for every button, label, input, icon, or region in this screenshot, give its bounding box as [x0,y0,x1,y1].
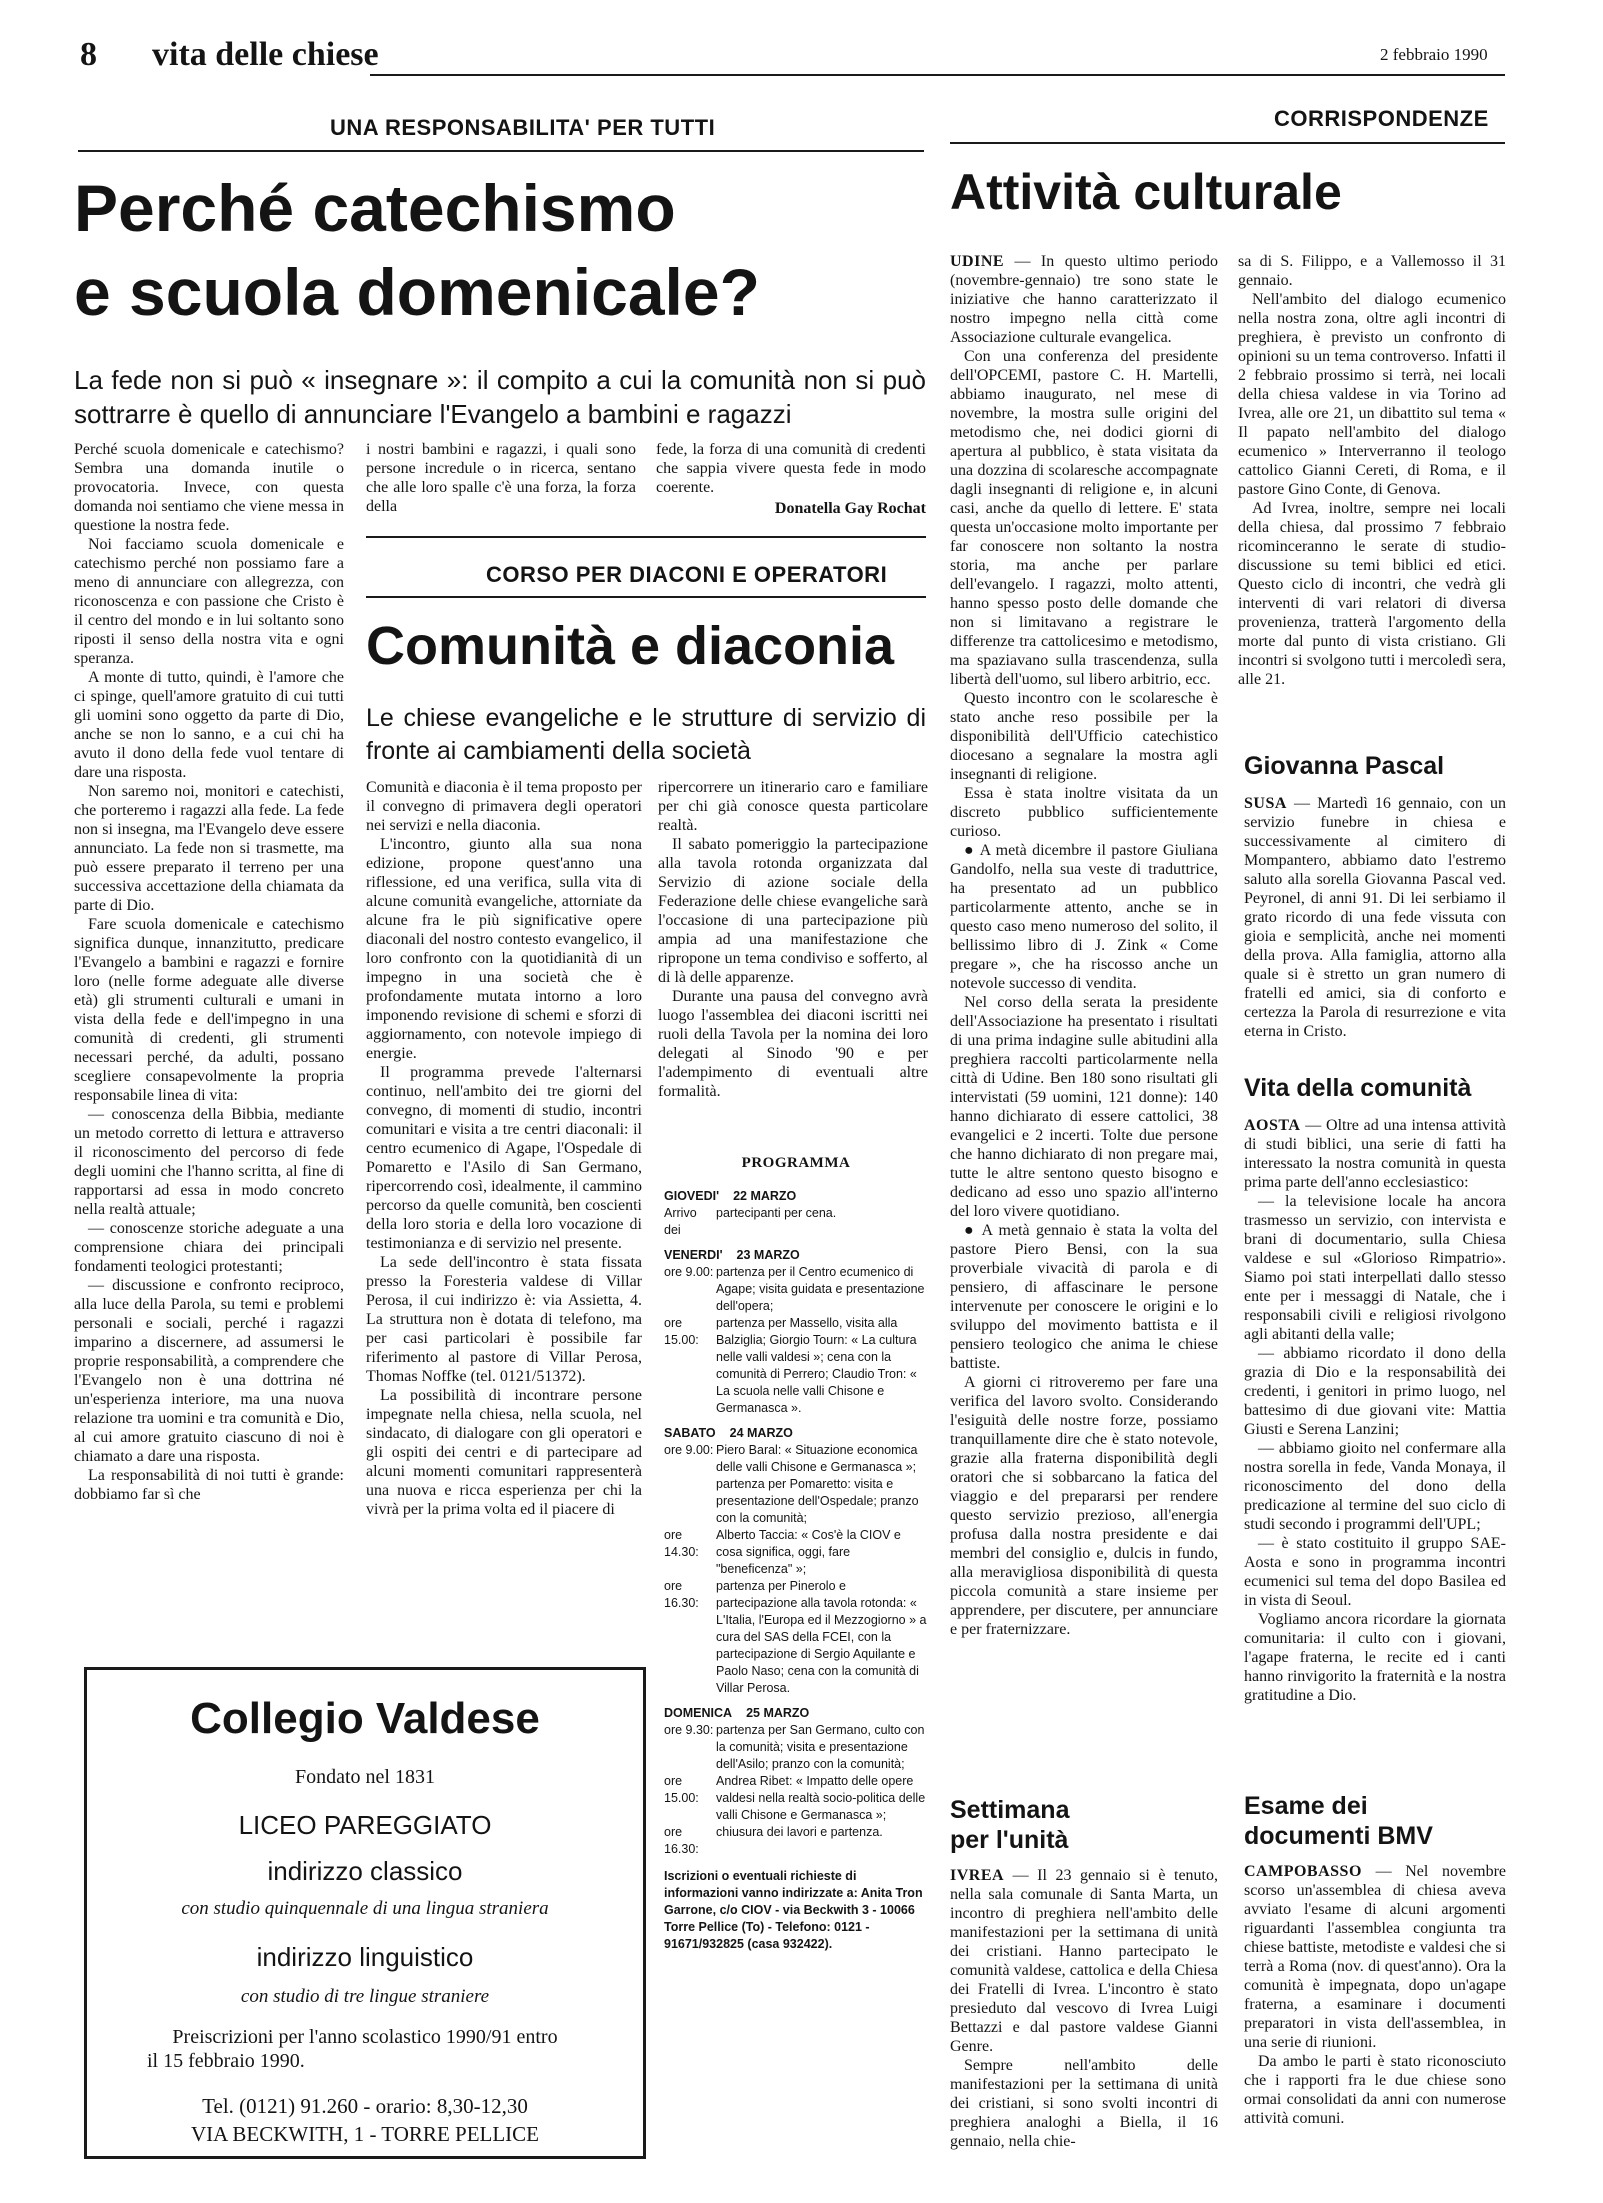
program-title: PROGRAMMA [741,1155,851,1171]
article1-column-1 [74,440,344,1635]
article2-kicker-rule [366,596,926,598]
article1-paragraph: — conoscenza della Bibbia, mediante un metodo corretto di lettura e attraverso il riconoscimento del percorso di fede degli uomini che l'hanno scritta, al fine di rapportarsi ad essa in modo concreto nella realtà attuale; [74,1106,344,1218]
esame-title-line1: Esame dei [1244,1792,1368,1820]
program-text: partenza per Massello, visita alla Balziglia; Giorgio Tourn: « La cultura nelle valli valdesi »; cena con la comunità di Perrero; Claudio Tron: « La scuola nelle valli Chisone e Germanasca ». [716,1316,917,1415]
program-entry [664,1824,928,1858]
program-day-date: 24 MARZO [729,1426,793,1440]
collegio-valdese-ad [84,1667,646,2159]
article1-paragraph: Fare scuola domenicale e catechismo significa dunque, innanzitutto, predicare l'Evangelo a bambini e ragazzi e fornire loro (nelle forme adeguate alle diverse età) gli strumenti culturali e umani in vista della fede e dell'impegno in una comunità di credenti, gli strumenti necessari perché, da adulti, possano scegliere consapevolmente la propria responsabile linea di vita: [74,916,344,1104]
program-time: ore 15.00: [664,1316,699,1347]
program-day-name: GIOVEDI' [664,1189,720,1203]
program-entry [664,1315,928,1417]
program-time: ore 16.30: [664,1825,699,1856]
article2-paragraph: ripercorrere un itinerario caro e familiare per chi già conosce questa particolare realtà. [658,779,928,834]
paragraph: Ad Ivrea, inoltre, sempre nei locali della chiesa, dal prossimo 7 febbraio ricominceranno le serate di studio-discussione su temi biblici ed etici. Questo ciclo di incontri, che vedrà gli interventi di vari relatori di diversa provenienza, tratterà l'argomento della morte dal punto di vista cristiano. Gli incontri si svolgono tutti i mercoledì sera, alle 21. [1238,500,1506,688]
article2-title: Comunità e diaconia [366,616,895,676]
article2-column-1 [366,778,642,1638]
program-text: partenza per Pinerolo e partecipazione alla tavola rotonda: « L'Italia, l'Europa ed il Mezzogiorno » a cura del SAS della FCEI, con la partecipazione di Sergio Aquilante e Paolo Naso; cena con la comunità di Villar Perosa. [716,1579,927,1695]
ad-track2-note: con studio di tre lingue straniere [240,1986,490,2007]
article2-paragraph: L'incontro, giunto alla sua nona edizione, propone quest'anno una riflessione, ed una verifica, sulla vita di alcune comunità evangeliche, attorniate da alcune fra le più significative opere diaconali del nostro contesto evangelico, il loro confronto con la quotidianità di un impegno in una società che è profondamente mutata intorno a loro imponendo revisione di schemi e sforzi di aggiornamento, con notevole impiego di energie. [366,836,642,1062]
section-kicker: CORRISPONDENZE [1274,106,1489,131]
program-time: ore 16.30: [664,1579,699,1610]
header-rule [370,74,1505,76]
program-time: ore 15.00: [664,1774,699,1805]
article1-paragraph: A monte di tutto, quindi, è l'amore che ci spinge, quell'amore gratuito di cui tutti gli uomini sono oggetto da parte di Dio, anche se non lo sanno, e a cui chi ha avuto il dono della fede vuol tentare di dare una risposta. [74,669,344,781]
ivrea-continued [1238,252,1506,722]
paragraph: A giorni ci ritroveremo per fare una verifica del lavoro svolto. Considerando l'esiguità delle nostre forze, possiamo tranquillamente dire che è stato notevole, grazie alla fraterna disponibilità degli oratori che si sobbarcano la fatica del viaggio e del prepararsi per rendere questo servizio prezioso, all'energia profusa dalla nostra presidente e dai membri del consiglio e, dulcis in fundo, alla meravigliosa disponibilità di questa piccola comunità a stare insieme per apprendere, per discutere, per annunciare e per fraternizzare. [950,1374,1218,1638]
program-time: ore 9.30: [664,1723,714,1737]
paragraph: — è stato costituito il gruppo SAE-Aosta e sono in programma incontri ecumenici sul tema del dopo Basilea ed in vista di Seoul. [1244,1535,1506,1609]
article2-paragraph: Il sabato pomeriggio la partecipazione alla tavola rotonda organizzata dal Servizio di azione sociale della Federazione delle chiese evangeliche sarà l'occasione di una partecipazione più ampia ad una manifestazione che ripropone un tema condiviso e sofferto, al di là delle apparenze. [658,836,928,986]
article1-standfirst: La fede non si può « insegnare »: il compito a cui la comunità non si può sottrarre è quello di annunciare l'Evangelo a bambini e ragazzi [74,365,926,430]
article2-paragraph: Il programma prevede l'alternarsi continuo, nell'ambito dei tre giorni del convegno, di momenti di studio, incontri comunitari e visita a tre centri diaconali: il centro ecumenico di Agape, l'Ospedale di Pomaretto e l'Asilo di San Germano, ripercorrendo così, idealmente, il cammino percorso da quelle comunità, ben coscienti della loro storia e della loro vocazione di testimonianza e di servizio nel presente. [366,1064,642,1252]
program-text: Piero Baral: « Situazione economica delle valli Chisone e Germanasca »; partenza per Pomaretto: visita e presentazione dell'Ospedale; pranzo con la comunità; [716,1443,919,1525]
paragraph: Con una conferenza del presidente dell'OPCEMI, pastore C. H. Martelli, abbiamo inaugurato, nel mese di novembre, la mostra sulle origini del metodismo che, nei dodici giorni di apertura al pubblico, è stata visitata da una dozzina di scolaresche accompagnate dagli insegnanti di religione e, in alcuni casi, anche da quello di lettere. E' stata questa un'occasione molto importante per far conoscere non soltanto la nostra storia, ma anche per parlare dell'evangelo. I ragazzi, molto attenti, hanno spesso posto delle domande che non si limitavano a registrare le differenze tra cattolicesimo e metodismo, ma spaziavano sulla trascendenza, sulla libertà dell'uomo, sul libero arbitrio, ecc. [950,348,1218,688]
paragraph: Essa è stata inoltre visitata da un discreto pubblico sufficientemente curioso. [950,785,1218,840]
paragraph: ● A metà dicembre il pastore Giuliana Gandolfo, nella sua veste di traduttrice, ha presentato ad un pubblico particolarmente attento, anche se in questo caso meno numeroso del solito, il bellissimo libro di J. Zink « Come pregare », che ha riscosso anche un notevole successo di vendita. [950,842,1218,992]
esame-article [1244,1862,1506,2192]
paragraph: IVREA — Il 23 gennaio si è tenuto, nella sala comunale di Santa Marta, un incontro di preghiera nell'ambito delle manifestazioni per la settimana di unità dei cristiani. Hanno partecipato le comunità valdese, cattolica e della Chiesa dei Fratelli di Ivrea. L'incontro è stato presieduto dal vescovo di Ivrea Luigi Bettazzi e dal pastore valdese Gianni Genre. [950,1867,1218,2055]
program-time: Arrivo dei [664,1206,697,1237]
article1-paragraph: — discussione e confronto reciproco, alla luce della Parola, su temi e problemi personali e sociali, perché i ragazzi imparino a discernere, ad assumersi le proprie responsabilità, a comprendere che l'Evangelo non è una dottrina né un'esperienza interiore, ma una nuova relazione tra uomini e tra comunità e Dio, al cui amore gratuito ciascuno di noi è chiamato a dare una risposta. [74,1277,344,1465]
page-number: 8 [80,36,97,73]
paragraph: sa di S. Filippo, e a Vallemosso il 31 gennaio. [1238,253,1506,289]
settimana-title-line2: per l'unità [950,1826,1069,1854]
program-entry [664,1773,928,1824]
settimana-title-line1: Settimana [950,1796,1070,1824]
article2-paragraph: Comunità e diaconia è il tema proposto per il convegno di primavera degli operatori nei servizi e nella diaconia. [366,779,642,834]
program-time: ore 9.00: [664,1443,714,1457]
paragraph: ● A metà gennaio è stata la volta del pastore Piero Bensi, con la sua proverbiale vivacità di parola e di pensiero, di affascinare le persone intervenute per conoscere le origini e lo sviluppo del movimento battista e il pensiero teologico che anima le chiese battiste. [950,1222,1218,1372]
paragraph: — la televisione locale ha ancora trasmesso un servizio, con intervista e brani di documentario, sulla Chiesa valdese e sul «Glorioso Rimpatrio». Siamo poi stati interpellati dallo stesso ente per i messaggi di Natale, che i responsabili civili e religiosi rivolgono agli abitanti della valle; [1244,1193,1506,1343]
program [664,1155,928,1953]
comunita-article [1244,1116,1506,1756]
paragraph: Nell'ambito del dialogo ecumenico nella nostra zona, oltre agli incontri di preghiera, è previsto un confronto di opinioni su un tema controverso. Infatti il 2 febbraio prossimo si terrà, nei locali della chiesa valdese in via Torino ad Ivrea, alle ore 21, un dibattito sul tema « Il papato nell'ambito del dialogo ecumenico » Interverranno il teologo cattolico Gianni Cereti, di Roma, e il pastore Gino Conte, di Genova. [1238,291,1506,498]
ad-address: VIA BECKWITH, 1 - TORRE PELLICE [190,2122,540,2146]
article1-kicker-rule [78,150,924,152]
paragraph: AOSTA — Oltre ad una intensa attività di studi biblici, una serie di fatti ha interessato la nostra comunità in questa prima parte dell'anno ecclesiastico: [1244,1117,1506,1191]
program-entry [664,1205,928,1239]
program-day [664,1705,928,1722]
paragraph: UDINE — In questo ultimo periodo (novembre-gennaio) tre sono state le iniziative che hanno caratterizzato il nostro impegno nella città come Associazione culturale evangelica. [950,253,1218,346]
article2-standfirst: Le chiese evangeliche e le strutture di servizio di fronte ai cambiamenti della società [366,704,926,765]
article1-title-line2: e scuola domenicale? [74,255,760,329]
paper-name: vita delle chiese [152,36,379,73]
article1-paragraph: i nostri bambini e ragazzi, i quali sono persone incredule o in ricerca, sentano che alle loro spalle c'è una forza, la forza della [366,441,636,515]
ad-title: Collegio Valdese [190,1694,540,1743]
program-day [664,1425,928,1442]
ad-founded: Fondato nel 1831 [295,1766,435,1788]
article2-paragraph: La sede dell'incontro è stata fissata presso la Foresteria valdese di Villar Perosa, il cui indirizzo è: via Assietta, 4. La struttura non è dotata di telefono, ma per casi particolari è possibile far riferimento al pastore di Villar Perosa, Thomas Noffke (tel. 0121/51372). [366,1254,642,1385]
pascal-article [1244,794,1506,1064]
section-title: Attività culturale [950,164,1342,220]
program-text: partenza per il Centro ecumenico di Agape; visita guidata e presentazione dell'opera; [716,1265,925,1313]
pascal-title: Giovanna Pascal [1244,752,1445,780]
program-text: Andrea Ribet: « Impatto delle opere valdesi nella realtà socio-politica delle valli Chisone e Germanasca »; [716,1774,926,1822]
article2-top-rule [366,536,926,538]
program-entry [664,1442,928,1527]
udine-article [950,252,1218,1760]
article2-paragraph: Durante una pausa del convegno avrà luogo l'assemblea dei diaconi iscritti nei ruoli della Tavola per la nomina dei loro delegati al Sinodo '90 e per l'adempimento di eventuali altre formalità. [658,988,928,1100]
program-text: partenza per San Germano, culto con la comunità; visita e presentazione dell'Asilo; pranzo con la comunità; [716,1723,925,1771]
paragraph: SUSA — Martedì 16 gennaio, con un servizio funebre in chiesa e successivamente al cimitero di Mompantero, abbiamo dato l'estremo saluto alla sorella Giovanna Pascal ved. Peyronel, di anni 91. Di lei serbiamo il grato ricordo di una fede vissuta con gioia e semplicità, anche nei momenti della prova. Alla famiglia, attorno alla quale si è stretto un gran numero di fratelli ed amici, sia di conforto e certezza la Parola di resurrezione e vita eterna in Cristo. [1244,795,1506,1040]
program-day-date: 23 MARZO [736,1248,800,1262]
article1-kicker: UNA RESPONSABILITA' PER TUTTI [330,115,716,140]
program-entry [664,1578,928,1697]
program-day-name: DOMENICA [664,1706,733,1720]
comunita-title: Vita della comunità [1244,1074,1472,1102]
program-entry [664,1264,928,1315]
program-entry [664,1527,928,1578]
paragraph: CAMPOBASSO — Nel novembre scorso un'assemblea di chiesa aveva avviato l'esame di alcuni argomenti riguardanti l'assemblea congiunta tra chiese battiste, metodiste e valdesi che si terrà a Roma (nov. di quest'anno). Ora la comunità è impegnata, dopo un'agape fraterna, a esaminare i documenti preparatori in vista dell'assemblea, in una serie di riunioni. [1244,1863,1506,2051]
ad-contact: Tel. (0121) 91.260 - orario: 8,30-12,30 [202,2094,528,2118]
ad-track1-note: con studio quinquennale di una lingua straniera [181,1898,549,1919]
article1-paragraph: La responsabilità di noi tutti è grande: dobbiamo far sì che [74,1467,344,1503]
program-day [664,1247,928,1264]
article1-column-3 [656,440,926,520]
paragraph: Sempre nell'ambito delle manifestazioni per la settimana di unità dei cristiani, si sono svolti incontri di preghiera analoghi a Biella, il 16 gennaio, nella chie- [950,2057,1218,2150]
ad-enroll-line1: Preiscrizioni per l'anno scolastico 1990/91 entro [172,2026,558,2048]
article2-paragraph: La possibilità di incontrare persone impegnate nella chiesa, nella scuola, nel sindacato, di dialogare con gli operatori e gli ospiti dei centri e di partecipare ad alcuni momenti comunitari rappresenterà una nuova e ricca esperienza per chi la vivrà per la prima volta ed il piacere di [366,1387,642,1518]
article2-kicker: CORSO PER DIACONI E OPERATORI [486,562,888,587]
ad-liceo: LICEO PAREGGIATO [238,1810,492,1840]
esame-title-line2: documenti BMV [1244,1822,1433,1850]
issue-date: 2 febbraio 1990 [1380,45,1488,64]
article2-column-2 [658,778,928,1118]
program-time: ore 9.00: [664,1265,714,1279]
article1-paragraph: fede, la forza di una comunità di credenti che sappia vivere questa fede in modo coerente. [656,441,926,496]
program-entry [664,1722,928,1773]
program-text: partecipanti per cena. [716,1206,837,1220]
program-footer: Iscrizioni o eventuali richieste di informazioni vanno indirizzate a: Anita Tron Garrone, c/o CIOV - via Beckwith 3 - 10066 Torre Pellice (To) - Telefono: 0121 - 91671/932825 (casa 932422). [664,1869,923,1951]
program-day-name: VENERDI' [664,1248,723,1262]
settimana-article [950,1866,1218,2196]
paragraph: — abbiamo gioito nel confermare alla nostra sorella in fede, Vanda Monaya, il riconoscimento del dono della predicazione al termine del suo ciclo di studi secondo i programmi dell'UPL; [1244,1440,1506,1533]
paragraph: Da ambo le parti è stato riconosciuto che i rapporti fra le due chiese sono ormai consolidati da anni con numerose attività comuni. [1244,2053,1506,2127]
article1-paragraph: Perché scuola domenicale e catechismo? Sembra una domanda inutile o provocatoria. Invece, con questa domanda noi sentiamo che viene messa in questione la nostra fede. [74,441,344,534]
paragraph: — abbiamo ricordato il dono della grazia di Dio e la responsabilità dei credenti, i genitori in primo luogo, nel battesimo di due giovani vite: Mattia Giusti e Serena Lanzini; [1244,1345,1506,1438]
section-rule [950,142,1505,144]
program-day-name: SABATO [664,1426,716,1440]
program-day-date: 22 MARZO [733,1189,797,1203]
ad-track2: indirizzo linguistico [256,1942,474,1972]
program-day-date: 25 MARZO [746,1706,810,1720]
program-text: chiusura dei lavori e partenza. [716,1825,883,1839]
program-day [664,1188,928,1205]
article1-paragraph: Non saremo noi, monitori e catechisti, che porteremo i ragazzi alla fede. La fede non si insegna, ma l'Evangelo deve essere annunciato. La fede non si trasmette, ma può essere preparato il terreno per una successiva accettazione della chiamata da parte di Dio. [74,783,344,914]
program-text: Alberto Taccia: « Cos'è la CIOV e cosa significa, oggi, fare "beneficenza" »; [716,1528,901,1576]
article1-paragraph: — conoscenze storiche adeguate a una comprensione chiara dei principali fondamenti teologici protestanti; [74,1220,344,1275]
program-time: ore 14.30: [664,1528,699,1559]
paragraph: Questo incontro con le scolaresche è stato anche reso possibile per la disponibilità dell'Ufficio catechistico diocesano a segnalare la mostra agli insegnanti di religione. [950,690,1218,783]
article1-signature: Donatella Gay Rochat [774,500,926,517]
ad-track1: indirizzo classico [267,1856,463,1886]
ad-enroll-line2: il 15 febbraio 1990. [147,2050,305,2072]
article1-title-line1: Perché catechismo [74,171,676,245]
article1-column-2 [366,440,636,520]
paragraph: Nel corso della serata la presidente dell'Associazione ha presentato i risultati di una prima indagine sulle abitudini alla preghiera raccolti particolarmente nella città di Udine. Ben 180 sono risultati gli intervistati (59 uomini, 121 donne): 140 hanno dichiarato di essere cattolici, 38 evangelici e 2 incerti. Tolte due persone che hanno dichiarato di non pregare mai, tutte le altre sentono questo bisogno e dedicano ad esso uno spazio all'interno del loro vivere quotidiano. [950,994,1218,1220]
paragraph: Vogliamo ancora ricordare la giornata comunitaria: il culto con i giovani, l'agape fraterna, le recite ed i canti hanno rinvigorito la fraternità e la nostra gratitudine a Dio. [1244,1611,1506,1704]
article1-paragraph: Noi facciamo scuola domenicale e catechismo perché non possiamo fare a meno di annunciare con allegrezza, con riconoscenza e con passione che Cristo è il centro del mondo e in lui soltanto sono riposti il senso della nostra vita e ogni speranza. [74,536,344,667]
